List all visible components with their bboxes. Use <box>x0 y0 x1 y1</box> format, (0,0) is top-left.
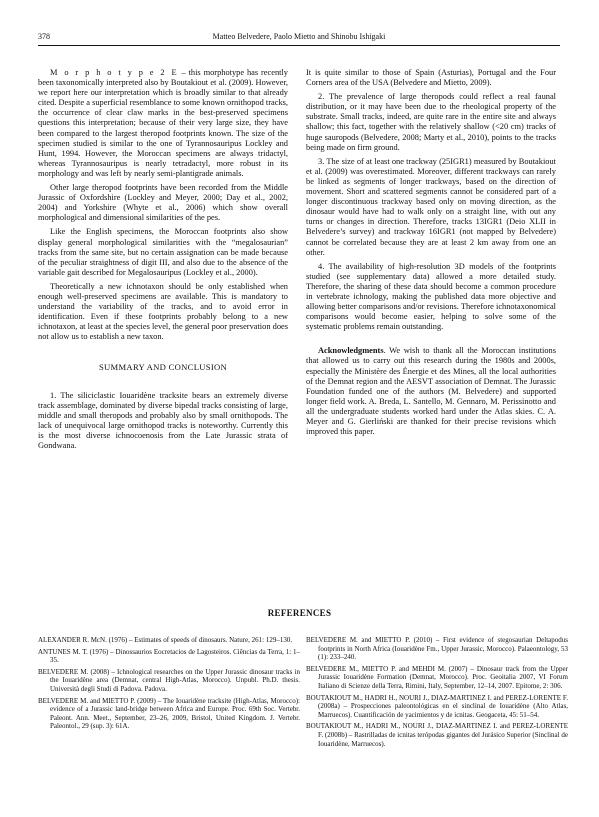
morphotype-text: – this morphotype has recently been taxonomically interpreted also by Boutakiout et al. (2009). However, we report here our interpretation which is broadly similar to that already cited. Despite a superficial resemblance to some known ornithopod tracks, the occurrence of clear claw marks in the best-preserved specimens questions this interpretation; because of their very large size, they have been compared to the largest theropod footprints known. The size of the specimen studied is similar to the one of Tyrannosauripus Lockley and Hunt, 1994. However, the Moroccan specimens are always tridactyl, whereas Tyrannosauripus is nearly tetradactyl, more robust in its morphology and was left by nearly semi-plantigrade animals. <box>38 68 288 178</box>
reference-item: ALEXANDER R. McN. (1976) – Estimates of speeds of dinosaurs. Nature, 261: 129–130. <box>38 636 293 644</box>
left-text-column <box>38 68 288 455</box>
right-text-column <box>306 68 556 441</box>
paragraph-acknowledgments <box>306 346 556 437</box>
paragraph-other-theropods: Other large theropod footprints have been recorded from the Middle Jurassic of Oxfordshire (Lockley and Meyer, 2000; Day et al., 2002, 2004) and Yorkshire (Whyte et al., 2006) which show overall morphological and dimensional similarities of the pes. <box>38 183 288 223</box>
paragraph-conclusion-3: 3. The size of at least one trackway (25IGR1) measured by Boutakiout et al. (2009) was overestimated. Moreover, different trackways can rarely be linked as segments of longer trackways, based on the direction of movement. Short and scattered segments cannot be considered part of a longer discontinuous trackway based only on moving direction, as the dinosaur would have had to walk only on a straight line, with out any turns or changes in direction. Therefore, tracks 13IGR1 (Deio XLII in Belvedere’s survey) and trackway 16IGR1 (not mapped by Belvedere) cannot be correlated because they are at least 2 km away from one an other. <box>306 156 556 257</box>
reference-item: BELVEDERE M. and MIETTO P. (2010) – First evidence of stegosaurian Deltapodus footprints in North Africa (Iouaridène Fm., Upper Jurassic, Morocco). Palaeontology, 53 (1): 233–240. <box>306 636 568 662</box>
header-rule <box>38 45 560 46</box>
morphotype-lead: M o r p h o t y p e 2 E <box>50 68 179 77</box>
references-heading: REFERENCES <box>267 608 332 618</box>
section-heading-summary: SUMMARY AND CONCLUSION <box>98 362 228 373</box>
references-left-column <box>38 636 300 734</box>
running-head-authors: Matteo Belvedere, Paolo Mietto and Shinobu Ishigaki <box>212 32 386 41</box>
reference-item: ANTUNES M. T. (1976) – Dinossaurios Eocretacios de Lagosteiros. Ciências da Terra, 1: 1–35. <box>38 647 300 665</box>
references-right-column <box>306 636 568 751</box>
paragraph-new-ichnotaxon: Theoretically a new ichnotaxon should be only established when enough well-preserved specimens are available. This is mandatory to understand the variability of the tracks, and to avoid error in identification. Even if these footprints probably belong to a new ichnotaxon, at least at the species level, the general poor preservation does not allow us to establish a new taxon. <box>38 281 288 342</box>
paragraph-conclusion-2: 2. The prevalence of large theropods could reflect a real faunal distribution, or it may have been due to the rheological property of the substrate. Small tracks, indeed, are quite rare in the entire site and always shallow; this fact, together with the relatively shallow (<20 cm) tracks of huge sauropods (Belvedere, 2008; Marty et al., 2010), points to the tracks being made on firm ground. <box>306 92 556 152</box>
running-header <box>38 32 560 46</box>
paragraph-conclusion-1: 1. The siliciclastic Iouaridène tracksite bears an extremely diverse track assemblage, dominated by diverse bipedal tracks consisting of large, middle and small theropods and probably also by small ornithopods. The lack of unequivocal large ornithopod tracks is noteworthy. Currently this is the most diverse ichnocoenosis from the Late Jurassic strata of Gondwana. <box>38 390 288 450</box>
acknowledgments-text: . We wish to thank all the Moroccan institutions that allowed us to carry out this research during the 1980s and 2000s, especially the Ministère des Énergie et des Mines, all the local authorities of the Demnat region and the AESVT association of Demnat. The Jurassic Foundation funded one of the authors (M. Belvedere) and supported longer field work. A. Breda, L. Santello, M. Gennaro, M. Perissinotto and all the undergraduate students worked hard under the Atlas skies. C. A. Meyer and G. Gierliński are thanked for their precise revisions which improved this paper. <box>306 346 556 437</box>
paragraph-english-specimens: Like the English specimens, the Moroccan footprints also show display general morphological similarities with the “megalosaurian” tracks from the same site, but no certain assignation can be made because of the peculiar straightness of digit III, and also due to the absence of the variable gait described for Megalosauripus (Lockley et al., 2000). <box>38 227 288 277</box>
reference-item: BOUTAKIOUT M., HADRI H., NOURI J., DIAZ-MARTINEZ I. and PEREZ-LORENTE F. (2008a) – Prospecciones paleontológicas en el sinclinal de Iouaridène (Alto Atlas, Marruecos). Cuantificación de yacimientos y de icnitas. Geogaceta, 45: 51–54. <box>306 693 568 719</box>
paragraph-conclusion-4: 4. The availability of high-resolution 3D models of the footprints studied (see supplementary data) allowed a more detailed study. Therefore, the sharing of these data should become a common procedure in vertebrate ichnology, making the published data more objective and allowing better comparisons and/or revisions. Therefore ichnotaxonomical comparisons would become easier, helping to solve some of the systematic problems remain outstanding. <box>306 261 556 332</box>
reference-item: BELVEDERE M., MIETTO P. and MEHDI M. (2007) – Dinosaur track from the Upper Jurassic Iouaridène Formation (Demnat, Morocco). Proc. Geoitalia 2007, VI Forum Italiano di Scienze della Terra, Rimini, Italy, September, 12–14, 2007. Epitome, 2: 306. <box>306 664 568 690</box>
reference-item: BELVEDERE M. and MIETTO P. (2009) – The Iouaridène tracksite (High-Atlas, Morocco): evidence of a Jurassic land-bridge between Africa and Europe. Proc. 69th Soc. Vertebr. Paleont. Ann. Meet., September, 23–26, 2009, Bristol, United Kingdom. J. Vertebr. Paleontol., 29 (sup. 3): 61A. <box>38 696 300 731</box>
reference-item: BOUTAKIOUT M., HADRI M., NOURI J., DIAZ-MARTINEZ I. and PEREZ-LORENTE F. (2008b) – Rastrilladas de icnitas terópodas gigantes del Jurásico Superior (Sinclinal de Iouaridène, Marruecos). <box>306 722 568 748</box>
page-number: 378 <box>38 32 50 41</box>
acknowledgments-label: Acknowledgments <box>318 346 384 356</box>
paragraph-conclusion-1-cont: It is quite similar to those of Spain (Asturias), Portugal and the Four Corners area of the USA (Belvedere and Mietto, 2009). <box>306 68 556 88</box>
paragraph-morphotype-2e <box>38 68 288 179</box>
reference-item: BELVEDERE M. (2008) – Ichnological researches on the Upper Jurassic dinosaur tracks in the Iouaridène area (Demnat, central High-Atlas, Morocco). Unpubl. Ph.D. thesis. Università degli Studi di Padova. Padova. <box>38 667 300 693</box>
